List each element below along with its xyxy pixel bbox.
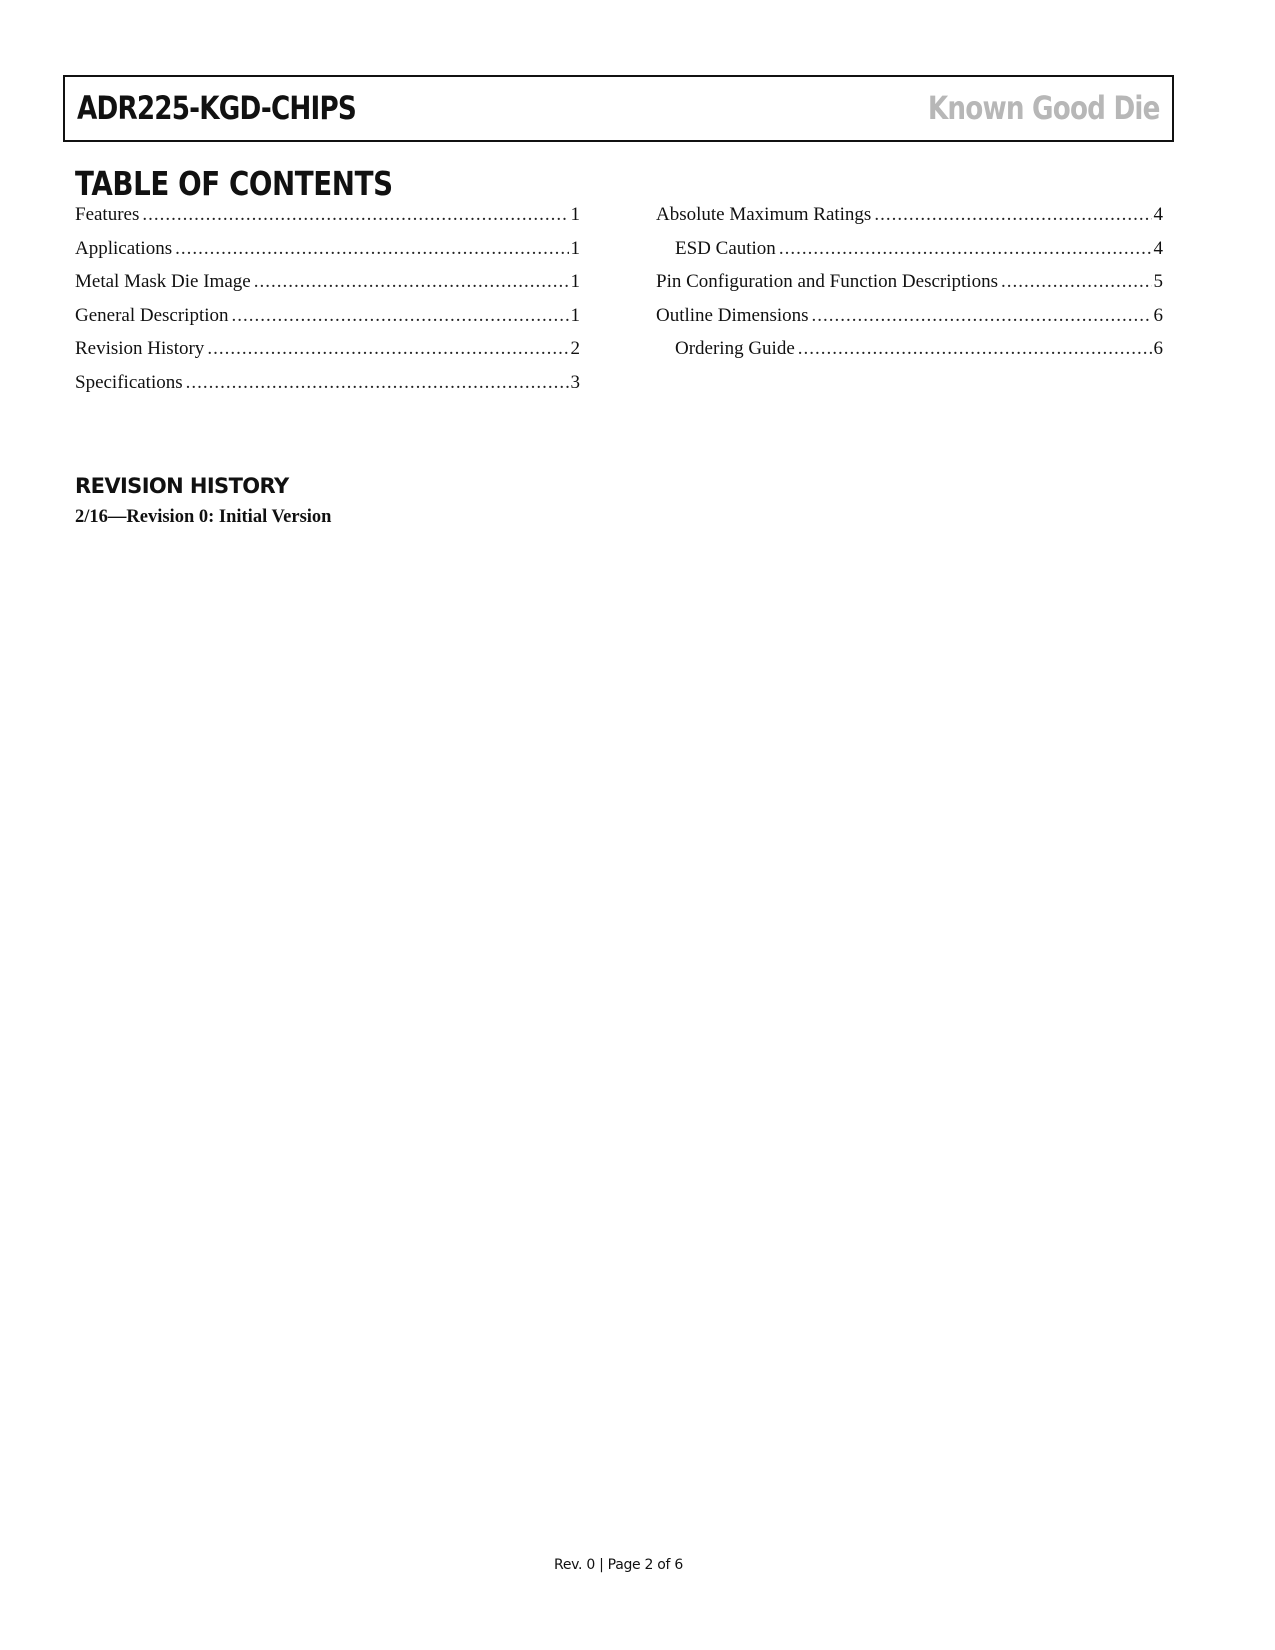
toc-leader-dots bbox=[186, 372, 569, 394]
document-header bbox=[63, 75, 1174, 142]
toc-entry-page[interactable]: 2 bbox=[570, 338, 580, 359]
toc-entry-page[interactable]: 3 bbox=[570, 371, 580, 393]
toc-entry-page[interactable]: 6 bbox=[1153, 304, 1163, 326]
toc-entry-label[interactable]: Specifications bbox=[75, 371, 183, 393]
toc-entry-page[interactable]: 1 bbox=[570, 271, 580, 292]
toc-entry-label[interactable]: Ordering Guide bbox=[675, 338, 795, 359]
known-good-die-label: Known Good Die bbox=[928, 89, 1160, 127]
toc-leader-dots bbox=[254, 271, 569, 293]
toc-entry-esd-caution[interactable] bbox=[656, 238, 1163, 272]
toc-entry-outline-dimensions[interactable] bbox=[656, 305, 1163, 339]
toc-entry-page[interactable]: 4 bbox=[1153, 204, 1163, 225]
toc-entry-pin-configuration[interactable] bbox=[656, 271, 1163, 305]
part-number: ADR225-KGD-CHIPS bbox=[77, 89, 356, 127]
toc-leader-dots bbox=[812, 305, 1152, 327]
toc-entry-label[interactable]: Applications bbox=[75, 237, 173, 259]
toc-entry-label[interactable]: Metal Mask Die Image bbox=[75, 271, 251, 292]
toc-right-column bbox=[656, 204, 1163, 372]
toc-leader-dots bbox=[232, 305, 569, 327]
revision-entry: 2/16—Revision 0: Initial Version bbox=[75, 507, 332, 527]
toc-entry-absolute-maximum-ratings[interactable] bbox=[656, 204, 1163, 238]
toc-entry-page[interactable]: 1 bbox=[570, 204, 580, 225]
toc-entry-page[interactable]: 6 bbox=[1153, 338, 1163, 359]
toc-entry-label[interactable]: ESD Caution bbox=[675, 237, 776, 259]
toc-leader-dots bbox=[779, 238, 1152, 260]
toc-entry-label[interactable]: Outline Dimensions bbox=[656, 304, 809, 326]
toc-leader-dots bbox=[798, 338, 1152, 360]
toc-leader-dots bbox=[142, 204, 568, 226]
toc-entry-applications[interactable] bbox=[75, 238, 580, 272]
toc-entry-general-description[interactable] bbox=[75, 305, 580, 339]
toc-leader-dots bbox=[1001, 271, 1152, 293]
toc-entry-page[interactable]: 1 bbox=[570, 237, 580, 259]
toc-entry-label[interactable]: Pin Configuration and Function Descriptions bbox=[656, 271, 998, 292]
toc-left-column bbox=[75, 204, 580, 405]
toc-leader-dots bbox=[874, 204, 1151, 226]
toc-entry-label[interactable]: Absolute Maximum Ratings bbox=[656, 204, 872, 225]
toc-entry-specifications[interactable] bbox=[75, 372, 580, 406]
revision-history-heading: REVISION HISTORY bbox=[75, 474, 289, 498]
toc-entry-page[interactable]: 1 bbox=[570, 304, 580, 326]
toc-entry-page[interactable]: 4 bbox=[1153, 237, 1163, 259]
toc-entry-label[interactable]: General Description bbox=[75, 304, 229, 326]
toc-leader-dots bbox=[175, 238, 568, 260]
toc-entry-revision-history[interactable] bbox=[75, 338, 580, 372]
toc-entry-label[interactable]: Revision History bbox=[75, 338, 205, 359]
toc-leader-dots bbox=[207, 338, 568, 360]
toc-entry-label[interactable]: Features bbox=[75, 204, 140, 225]
toc-entry-page[interactable]: 5 bbox=[1153, 271, 1163, 292]
toc-entry-features[interactable] bbox=[75, 204, 580, 238]
toc-entry-metal-mask-die-image[interactable] bbox=[75, 271, 580, 305]
toc-entry-ordering-guide[interactable] bbox=[656, 338, 1163, 372]
page-footer: Rev. 0 | Page 2 of 6 bbox=[554, 1557, 683, 1573]
toc-title: TABLE OF CONTENTS bbox=[75, 164, 393, 203]
